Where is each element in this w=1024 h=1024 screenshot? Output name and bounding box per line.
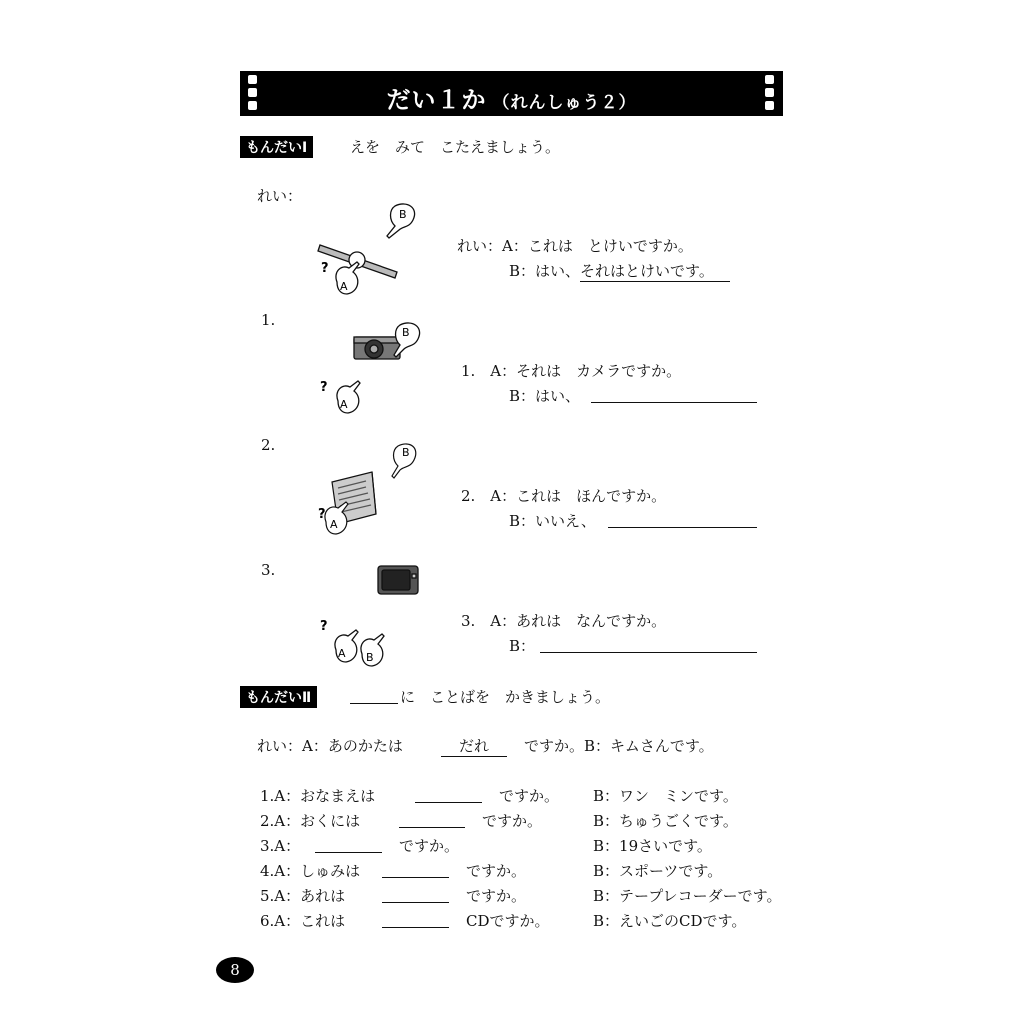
item2-number: 2.	[261, 436, 276, 454]
page-number: 8	[216, 957, 254, 983]
item3-question: 3. A：あれは なんですか。	[461, 612, 667, 630]
row5-a: 5.A：あれは	[260, 887, 346, 905]
newspaper-icon	[316, 440, 426, 540]
svg-text:A: A	[340, 398, 348, 411]
row3-a-post: ですか。	[399, 837, 460, 855]
item3-answer-prefix: B：	[509, 637, 536, 655]
row2-b: B：ちゅうごくです。	[593, 812, 738, 830]
svg-text:B: B	[366, 651, 374, 664]
row2-a: 2.A：おくには	[260, 812, 361, 830]
svg-text:B: B	[399, 208, 407, 221]
row3-b: B：19さいです。	[593, 837, 712, 855]
row1-blank[interactable]	[415, 802, 482, 803]
row4-blank[interactable]	[382, 877, 449, 878]
section2-instruction: に ことばを かきましょう。	[400, 688, 611, 706]
title-main: だい１か	[386, 86, 487, 114]
section2-tag: もんだいⅡ	[240, 686, 317, 708]
svg-text:?: ?	[318, 507, 326, 522]
svg-text:A: A	[340, 280, 348, 293]
row4-b: B：スポーツです。	[593, 862, 723, 880]
item1-answer-blank[interactable]	[591, 402, 757, 403]
svg-text:B: B	[402, 326, 410, 339]
row2-a-post: ですか。	[482, 812, 543, 830]
row1-a-post: ですか。	[499, 787, 560, 805]
section2-blank-sample	[350, 703, 398, 704]
item2-question: 2. A：これは ほんですか。	[461, 487, 667, 505]
section1-instruction: えを みて こたえましょう。	[350, 138, 561, 156]
row4-a: 4.A：しゅみは	[260, 862, 361, 880]
row3-blank[interactable]	[315, 852, 382, 853]
svg-text:?: ?	[321, 261, 329, 276]
example-answer-prefix: B：はい、	[509, 262, 581, 280]
row3-a: 3.A：	[260, 837, 301, 855]
row5-b: B：テープレコーダーです。	[593, 887, 782, 905]
item2-answer-blank[interactable]	[608, 527, 757, 528]
lesson-title-bar	[240, 71, 783, 116]
svg-text:A: A	[330, 518, 338, 531]
row4-a-post: ですか。	[466, 862, 527, 880]
row6-a: 6.A：これは	[260, 912, 346, 930]
section2-example-pre: れい：A：あのかたは	[257, 737, 403, 755]
item3-answer-blank[interactable]	[540, 652, 757, 653]
svg-text:?: ?	[320, 619, 328, 634]
page-title	[240, 80, 783, 115]
row5-blank[interactable]	[382, 902, 449, 903]
item2-answer-prefix: B：いいえ、	[509, 512, 596, 530]
row6-a-post: CDですか。	[466, 912, 550, 930]
row1-a: 1.A：おなまえは	[260, 787, 376, 805]
watch-icon	[315, 198, 435, 298]
svg-text:?: ?	[320, 380, 328, 395]
example-label: れい：	[257, 187, 303, 205]
svg-text:B: B	[402, 446, 410, 459]
example-answer	[509, 260, 730, 282]
section2-example-answer: だれ	[441, 735, 507, 757]
item1-question: 1. A：それは カメラですか。	[461, 362, 682, 380]
section1-tag: もんだいⅠ	[240, 136, 313, 158]
svg-text:A: A	[338, 647, 346, 660]
example-question: れい：A：これは とけいですか。	[457, 237, 693, 255]
title-sub: （れんしゅう２）	[492, 93, 637, 113]
item3-number: 3.	[261, 561, 276, 579]
television-icon	[316, 562, 426, 662]
row1-b: B：ワン ミンです。	[593, 787, 738, 805]
section2-example-post: ですか。B：キムさんです。	[524, 737, 714, 755]
row2-blank[interactable]	[399, 827, 465, 828]
row6-blank[interactable]	[382, 927, 449, 928]
camera-icon	[318, 315, 428, 415]
row6-b: B：えいごのCDです。	[593, 912, 747, 930]
example-answer-filled: それはとけいです。	[580, 260, 730, 282]
row5-a-post: ですか。	[466, 887, 527, 905]
item1-number: 1.	[261, 311, 276, 329]
item1-answer-prefix: B：はい、	[509, 387, 581, 405]
